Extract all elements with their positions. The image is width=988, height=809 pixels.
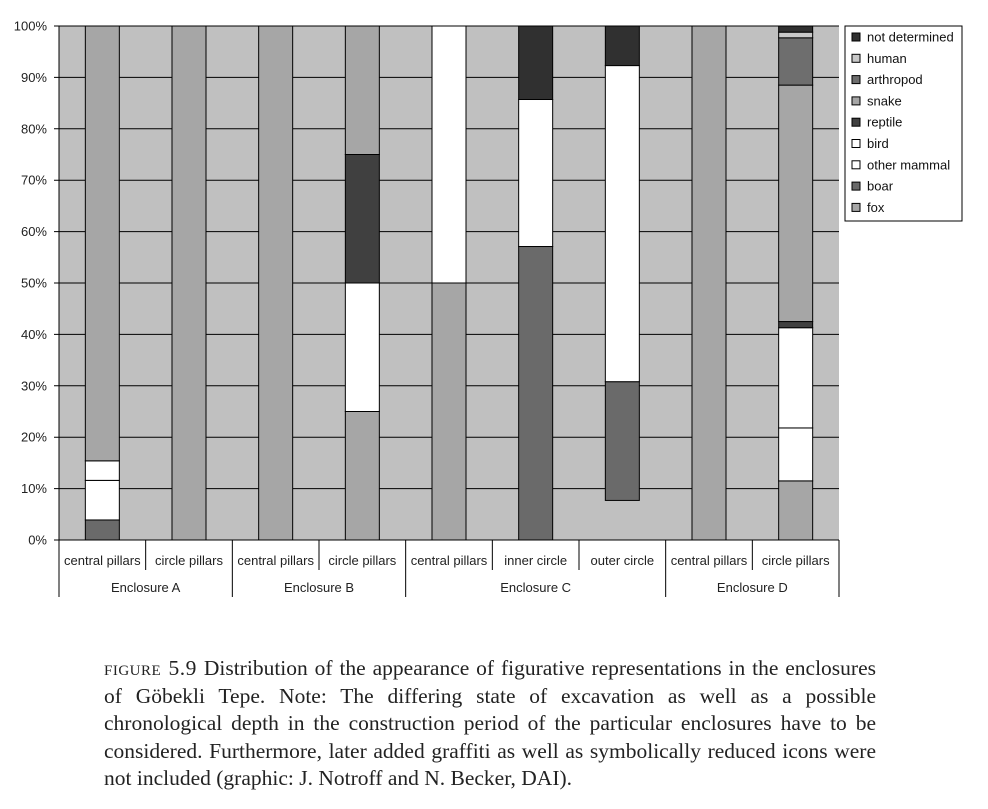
y-tick-label: 0% <box>28 532 47 548</box>
legend-swatch <box>852 161 860 169</box>
legend-swatch <box>852 182 860 190</box>
legend-label: fox <box>867 199 885 215</box>
bar-segment-not-determined <box>519 26 553 100</box>
y-tick-label: 60% <box>20 224 47 240</box>
caption-text: Distribution of the appearance of figurative representations in the enclosures of Göbekli Tepe. Note: The differing state of excavation as well as a possible chronological depth in the construction period of the particular enclosures have to be considered. Furthermore, later added graffiti as well as symbolically reduced icons were not included (graphic: J. Notroff and N. Becker, DAI). <box>104 656 876 791</box>
legend-swatch <box>852 140 860 148</box>
y-tick-label: 80% <box>20 121 47 137</box>
bar-segment-bird <box>779 328 813 428</box>
legend-label: not determined <box>867 29 954 45</box>
y-tick-label: 20% <box>20 429 47 445</box>
legend-label: bird <box>867 136 889 151</box>
category-label: circle pillars <box>761 553 830 568</box>
bar-segment-bird <box>519 100 553 247</box>
bar-segment-boar <box>519 247 553 540</box>
y-tick-label: 70% <box>20 172 47 188</box>
bar-segment-snake <box>779 85 813 321</box>
category-label: inner circle <box>504 553 568 568</box>
bar-segment-snake <box>172 26 206 540</box>
bar-segment-arthropod <box>779 38 813 85</box>
legend-swatch <box>852 118 860 126</box>
legend-label: snake <box>867 93 902 109</box>
bar-segment-reptile <box>345 155 379 284</box>
category-label: outer circle <box>590 553 655 568</box>
group-label: Enclosure B <box>283 580 355 595</box>
legend-swatch <box>852 203 860 211</box>
legend-label: human <box>867 50 907 66</box>
bar-segment-other-mammal <box>85 480 119 520</box>
bar-segment-bird <box>432 26 466 283</box>
bar-segment-snake <box>692 26 726 540</box>
y-tick-label: 90% <box>20 69 47 85</box>
bar-segment-not-determined <box>779 26 813 32</box>
bar-segment-fox <box>345 412 379 541</box>
bar-segment-other-mammal <box>345 283 379 412</box>
bar-segment-bird <box>85 461 119 481</box>
caption-label: figure 5.9 <box>104 656 197 680</box>
legend-label: boar <box>867 178 894 194</box>
y-tick-label: 100% <box>13 18 47 34</box>
bar-segment-snake <box>85 26 119 461</box>
bar-segment-snake <box>345 26 379 155</box>
bar-segment-fox <box>432 283 466 540</box>
figure-caption <box>104 655 876 793</box>
group-label: Enclosure D <box>716 580 788 595</box>
y-tick-label: 40% <box>20 326 47 342</box>
legend-swatch <box>852 33 860 41</box>
bar-segment-boar <box>85 520 119 540</box>
y-tick-label: 10% <box>20 481 47 497</box>
legend-label: other mammal <box>867 157 951 173</box>
bar-segment-boar <box>605 382 639 501</box>
category-label: central pillars <box>670 553 748 568</box>
group-label: Enclosure A <box>110 580 181 595</box>
legend-swatch <box>852 76 860 84</box>
category-label: circle pillars <box>328 553 397 568</box>
category-label: central pillars <box>410 553 488 568</box>
bar-segment-snake <box>259 26 293 540</box>
group-label: Enclosure C <box>500 580 572 595</box>
y-tick-label: 50% <box>20 275 47 291</box>
y-tick-label: 30% <box>20 378 47 394</box>
category-label: central pillars <box>64 553 141 568</box>
category-label: circle pillars <box>155 553 223 568</box>
legend-swatch <box>852 97 860 105</box>
legend-swatch <box>852 54 860 62</box>
bar-segment-bird <box>605 66 639 382</box>
bar-segment-reptile <box>779 322 813 328</box>
bar-segment-not-determined <box>605 26 639 66</box>
legend-label: reptile <box>867 114 903 130</box>
bar-segment-human <box>779 32 813 38</box>
legend-label: arthropod <box>867 72 923 88</box>
category-label: central pillars <box>237 553 314 568</box>
bar-segment-other-mammal <box>779 428 813 481</box>
bar-segment-fox <box>779 481 813 540</box>
